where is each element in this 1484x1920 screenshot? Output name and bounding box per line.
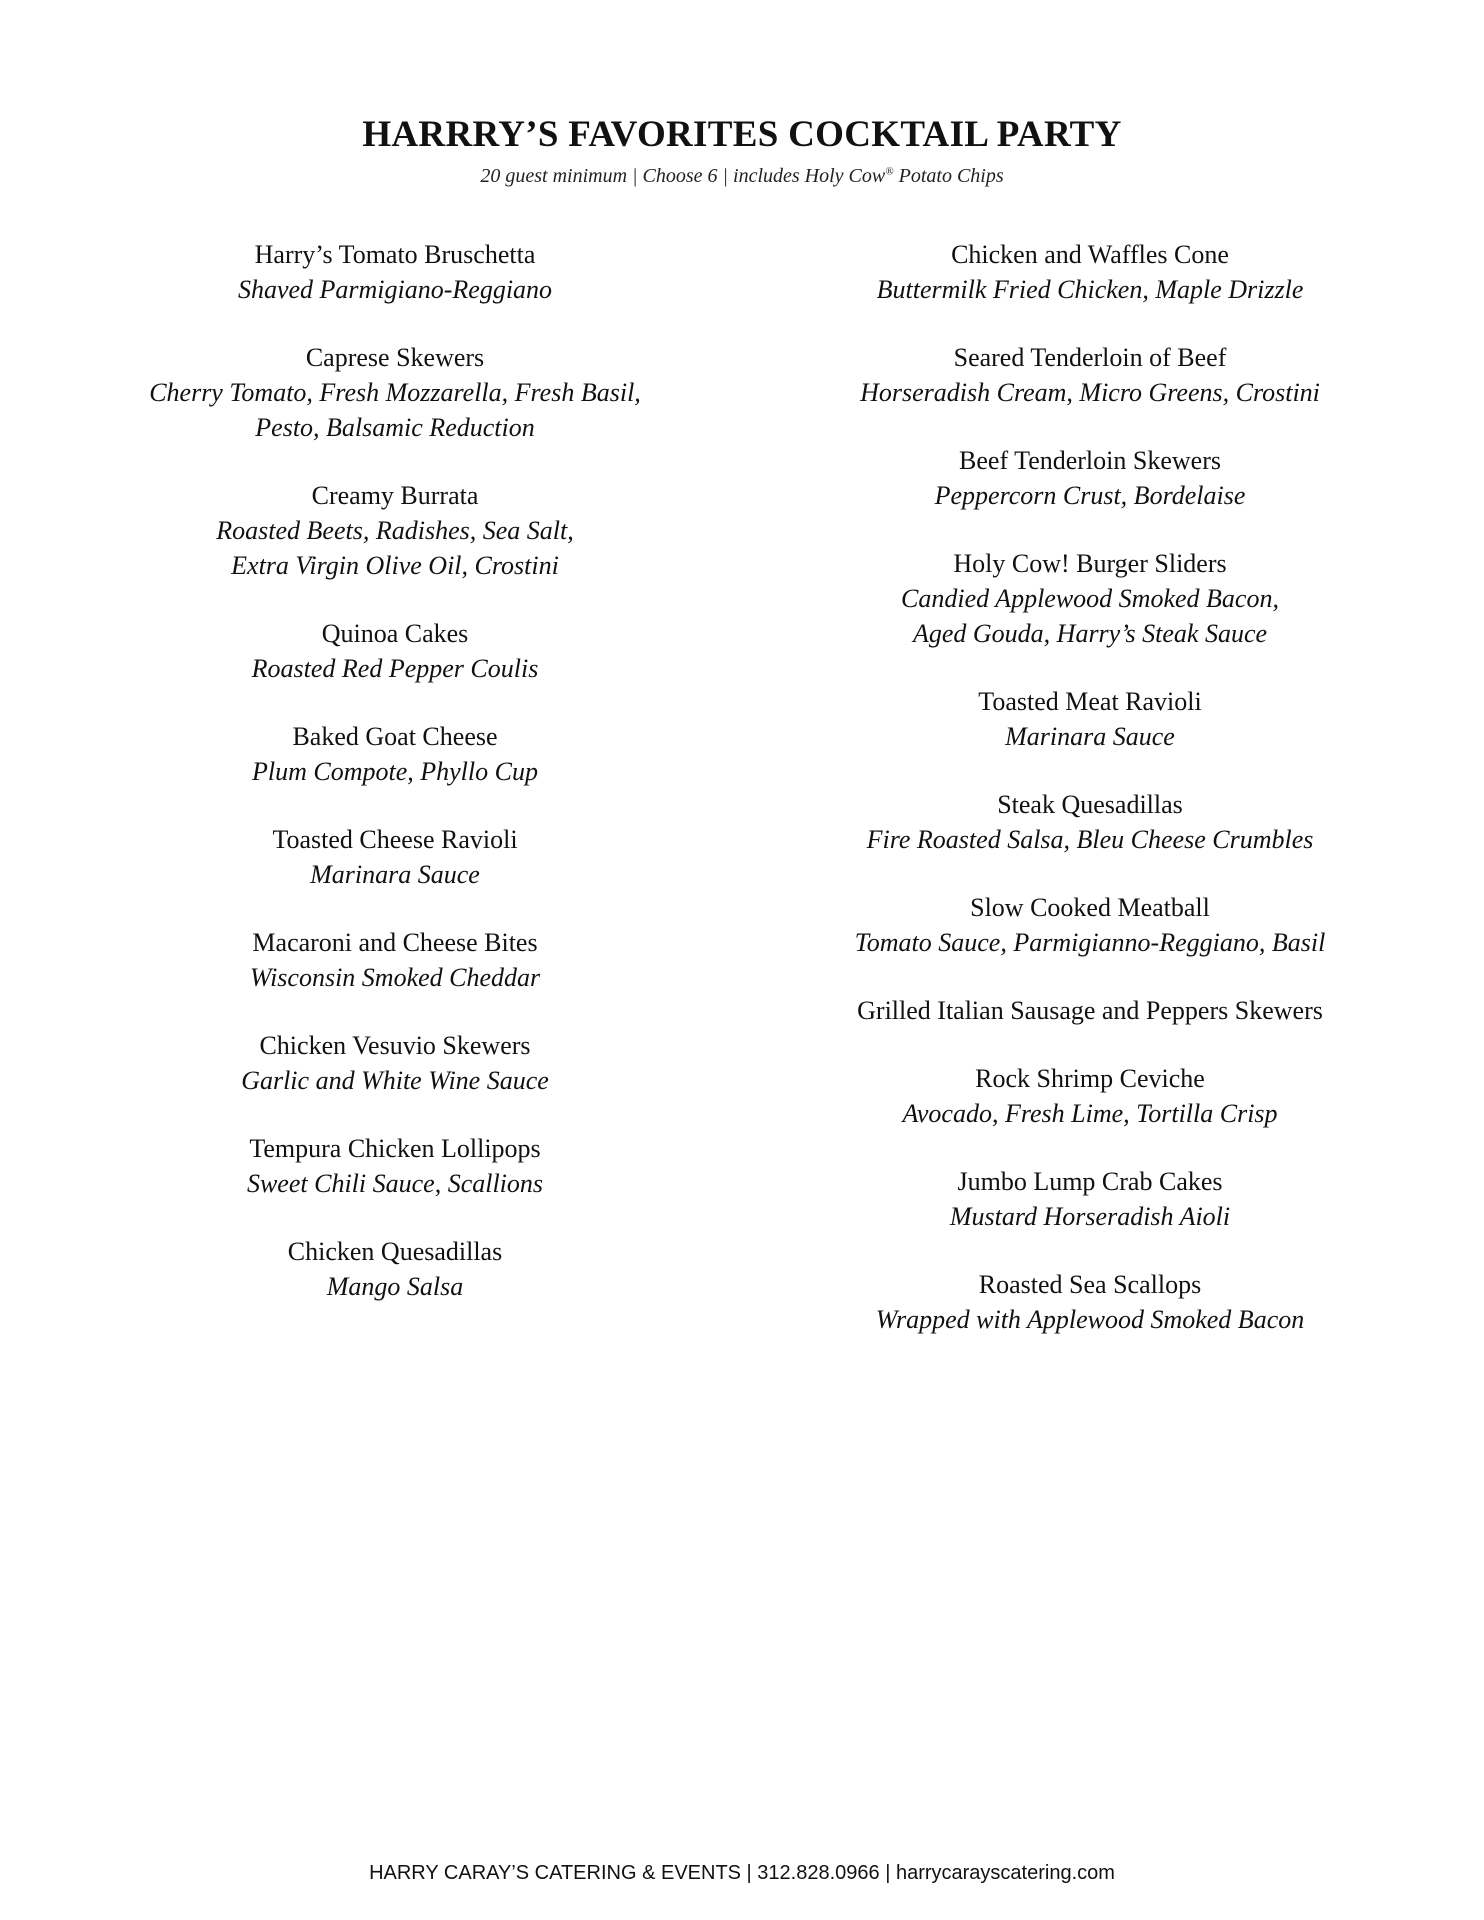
menu-item-name: Slow Cooked Meatball [970,893,1210,922]
menu-item-description: Plum Compote, Phyllo Cup [252,757,538,786]
menu-item [800,443,1380,513]
menu-item-description: Sweet Chili Sauce, Scallions [246,1169,544,1198]
menu-item-description: Shaved Parmigiano-Reggiano [237,275,553,304]
menu-item [800,787,1380,857]
menu-item-description: Extra Virgin Olive Oil, Crostini [231,551,559,580]
right-menu-column [800,237,1380,1370]
menu-item-name: Rock Shrimp Ceviche [975,1064,1205,1093]
menu-item-description: Wisconsin Smoked Cheddar [249,963,541,992]
menu-item [800,1164,1380,1234]
subtitle-suffix: Potato Chips [893,165,1004,187]
menu-item [100,478,690,583]
footer-contact: HARRY CARAY’S CATERING & EVENTS | 312.828.0966 | harrycarayscatering.com [369,1862,1115,1884]
menu-item [100,822,690,892]
menu-item [800,1061,1380,1131]
menu-item-description: Marinara Sauce [310,860,480,889]
menu-item [800,1267,1380,1337]
menu-item [800,546,1380,651]
menu-item-description: Garlic and White Wine Sauce [241,1066,549,1095]
menu-item-name: Chicken and Waffles Cone [951,240,1229,269]
menu-item-name: Macaroni and Cheese Bites [252,928,538,957]
menu-item-description: Buttermilk Fried Chicken, Maple Drizzle [876,275,1304,304]
registered-mark: ® [885,165,894,178]
menu-item-name: Beef Tenderloin Skewers [959,446,1221,475]
menu-item-description: Aged Gouda, Harry’s Steak Sauce [912,619,1268,648]
menu-item-description: Pesto, Balsamic Reduction [255,413,535,442]
menu-item-description: Tomato Sauce, Parmigianno-Reggiano, Basil [854,928,1326,957]
menu-item-description: Candied Applewood Smoked Bacon, [901,584,1279,613]
menu-item-description: Wrapped with Applewood Smoked Bacon [875,1305,1305,1334]
menu-item-name: Seared Tenderloin of Beef [953,343,1227,372]
menu-item-name: Roasted Sea Scallops [978,1270,1202,1299]
menu-item [800,684,1380,754]
menu-item-name: Harry’s Tomato Bruschetta [254,240,536,269]
menu-item-name: Tempura Chicken Lollipops [249,1134,541,1163]
menu-header [0,112,1484,190]
menu-item [100,1131,690,1201]
menu-item-description: Cherry Tomato, Fresh Mozzarella, Fresh Basil, [149,378,641,407]
menu-item-name: Steak Quesadillas [997,790,1183,819]
menu-item-name: Quinoa Cakes [321,619,469,648]
menu-item-name: Chicken Vesuvio Skewers [259,1031,531,1060]
menu-item [100,719,690,789]
menu-item-description: Roasted Beets, Radishes, Sea Salt, [216,516,574,545]
menu-item [800,237,1380,307]
menu-item [100,925,690,995]
menu-item-description: Fire Roasted Salsa, Bleu Cheese Crumbles [866,825,1314,854]
menu-item-name: Holy Cow! Burger Sliders [953,549,1227,578]
menu-item-description: Mango Salsa [326,1272,464,1301]
menu-item-name: Jumbo Lump Crab Cakes [957,1167,1223,1196]
menu-item-description: Horseradish Cream, Micro Greens, Crostini [860,378,1320,407]
menu-item-name: Grilled Italian Sausage and Peppers Skewers [857,996,1323,1025]
menu-item [800,993,1380,1028]
menu-item-description: Avocado, Fresh Lime, Tortilla Crisp [902,1099,1278,1128]
menu-item-description: Peppercorn Crust, Bordelaise [934,481,1246,510]
menu-item-description: Mustard Horseradish Aioli [949,1202,1231,1231]
menu-item-name: Toasted Cheese Ravioli [272,825,518,854]
menu-item [800,890,1380,960]
menu-item-name: Creamy Burrata [311,481,479,510]
left-menu-column [100,237,690,1337]
menu-item-name: Toasted Meat Ravioli [978,687,1202,716]
menu-item-description: Marinara Sauce [1005,722,1175,751]
menu-item [100,1028,690,1098]
menu-item-description: Roasted Red Pepper Coulis [251,654,539,683]
menu-item [100,616,690,686]
menu-subtitle [0,162,1484,190]
menu-item [100,340,690,445]
page-title: HARRRY’S FAVORITES COCKTAIL PARTY [362,114,1122,155]
menu-item [100,1234,690,1304]
subtitle-text: 20 guest minimum | Choose 6 | includes Holy Cow [480,165,886,187]
menu-item [800,340,1380,410]
menu-item-name: Baked Goat Cheese [292,722,498,751]
menu-item-name: Chicken Quesadillas [287,1237,503,1266]
menu-item-name: Caprese Skewers [305,343,485,372]
menu-item [100,237,690,307]
